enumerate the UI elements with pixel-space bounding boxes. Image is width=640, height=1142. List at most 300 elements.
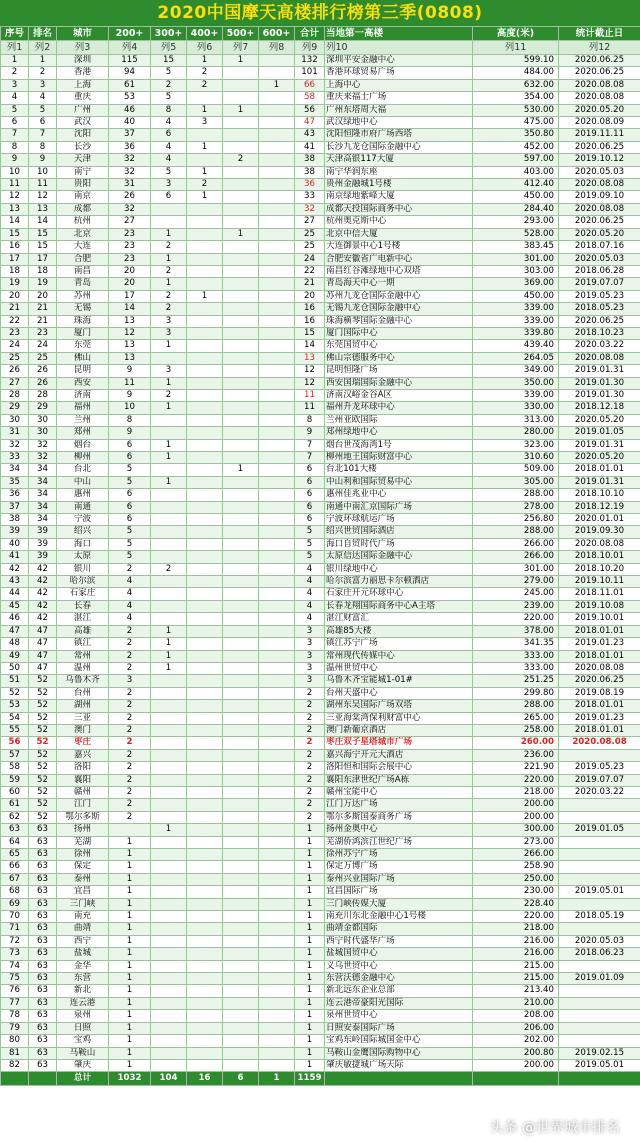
rank-cell: 52 — [29, 737, 57, 749]
count-200: 6 — [109, 452, 151, 464]
rank-cell: 20 — [29, 290, 57, 302]
height-cell: 450.00 — [473, 191, 559, 203]
table-row — [1, 1059, 640, 1071]
city-cell: 台北 — [57, 464, 109, 476]
table-row — [1, 700, 640, 712]
count-300 — [151, 489, 187, 501]
date-cell: 2018.07.16 — [559, 241, 640, 253]
count-600 — [259, 278, 295, 290]
total-cell: 1 — [295, 1047, 325, 1059]
count-200: 5 — [109, 476, 151, 488]
count-300 — [151, 861, 187, 873]
total-cell: 66 — [295, 79, 325, 91]
height-cell: 221.90 — [473, 762, 559, 774]
table-row — [1, 935, 640, 947]
count-600 — [259, 563, 295, 575]
count-600 — [259, 191, 295, 203]
count-200: 1 — [109, 849, 151, 861]
city-cell: 徐州 — [57, 849, 109, 861]
count-600 — [259, 526, 295, 538]
count-400 — [187, 265, 223, 277]
total-cell: 11 — [295, 389, 325, 401]
count-200: 3 — [109, 675, 151, 687]
height-cell: 264.05 — [473, 352, 559, 364]
total-sum: 1159 — [295, 1072, 325, 1086]
date-cell: 2019.01.31 — [559, 365, 640, 377]
row-number: 63 — [1, 824, 29, 836]
count-300 — [151, 675, 187, 687]
count-600 — [259, 377, 295, 389]
count-400: 1 — [187, 290, 223, 302]
count-600 — [259, 997, 295, 1009]
row-number: 48 — [1, 638, 29, 650]
count-400 — [187, 129, 223, 141]
header-cell: 城市 — [57, 27, 109, 41]
height-cell: 216.00 — [473, 948, 559, 960]
rank-cell: 30 — [29, 427, 57, 439]
total-cell: 6 — [295, 489, 325, 501]
count-600 — [259, 92, 295, 104]
count-300 — [151, 712, 187, 724]
count-400 — [187, 712, 223, 724]
table-row — [1, 650, 640, 662]
count-200: 4 — [109, 613, 151, 625]
count-300: 2 — [151, 303, 187, 315]
count-600 — [259, 700, 295, 712]
count-500 — [223, 526, 259, 538]
count-300 — [151, 737, 187, 749]
city-cell: 东营 — [57, 973, 109, 985]
count-600 — [259, 501, 295, 513]
header-cell: 排名 — [29, 27, 57, 41]
count-400 — [187, 873, 223, 885]
total-cell: 1 — [295, 923, 325, 935]
count-600 — [259, 911, 295, 923]
total-cell: 2 — [295, 799, 325, 811]
row-number: 4 — [1, 92, 29, 104]
table-row — [1, 377, 640, 389]
count-400 — [187, 588, 223, 600]
tallest-building-cell: 保定万博广场 — [325, 861, 473, 873]
count-400 — [187, 650, 223, 662]
city-cell: 盐城 — [57, 948, 109, 960]
city-cell: 新北 — [57, 985, 109, 997]
city-cell: 江门 — [57, 799, 109, 811]
tallest-building-cell: 青岛海天中心一期 — [325, 278, 473, 290]
date-cell: 2020.06.25 — [559, 216, 640, 228]
table-row — [1, 117, 640, 129]
date-cell — [559, 1010, 640, 1022]
tallest-building-cell: 武汉绿地中心 — [325, 117, 473, 129]
date-cell: 2019.01.05 — [559, 824, 640, 836]
count-300: 1 — [151, 638, 187, 650]
date-cell — [559, 960, 640, 972]
tallest-building-cell: 重庆来福士广场 — [325, 92, 473, 104]
count-600 — [259, 898, 295, 910]
tallest-building-cell: 苏州九龙仓国际金融中心 — [325, 290, 473, 302]
count-600 — [259, 576, 295, 588]
date-cell: 2020.06.25 — [559, 315, 640, 327]
count-300 — [151, 464, 187, 476]
count-300 — [151, 836, 187, 848]
date-cell: 2018.01.01 — [559, 625, 640, 637]
city-cell: 澳门 — [57, 724, 109, 736]
height-cell: 383.45 — [473, 241, 559, 253]
total-cell: 12 — [295, 365, 325, 377]
city-cell: 烟台 — [57, 439, 109, 451]
date-cell — [559, 749, 640, 761]
count-400: 3 — [187, 117, 223, 129]
total-cell: 1 — [295, 824, 325, 836]
row-number: 68 — [1, 886, 29, 898]
table-row — [1, 55, 640, 67]
table-row — [1, 923, 640, 935]
count-300: 1 — [151, 824, 187, 836]
rank-cell: 63 — [29, 1010, 57, 1022]
rank-cell: 3 — [29, 79, 57, 91]
count-600 — [259, 389, 295, 401]
count-600 — [259, 873, 295, 885]
table-body — [1, 55, 640, 1072]
row-number: 56 — [1, 737, 29, 749]
count-600 — [259, 166, 295, 178]
date-cell: 2019.01.09 — [559, 973, 640, 985]
rank-cell: 10 — [29, 166, 57, 178]
count-400 — [187, 526, 223, 538]
total-cell: 2 — [295, 811, 325, 823]
count-200: 31 — [109, 179, 151, 191]
tallest-building-cell: 南京绿地紫峰大厦 — [325, 191, 473, 203]
total-cell: 20 — [295, 290, 325, 302]
count-300 — [151, 687, 187, 699]
count-600 — [259, 1022, 295, 1034]
count-300 — [151, 613, 187, 625]
height-cell: 245.00 — [473, 588, 559, 600]
total-cell — [29, 1072, 57, 1086]
count-200: 37 — [109, 129, 151, 141]
count-200: 6 — [109, 489, 151, 501]
table-row — [1, 1035, 640, 1047]
count-400 — [187, 377, 223, 389]
count-200: 1 — [109, 1059, 151, 1071]
count-500 — [223, 712, 259, 724]
table-row — [1, 303, 640, 315]
table-row — [1, 687, 640, 699]
table-row — [1, 1047, 640, 1059]
height-cell: 228.40 — [473, 898, 559, 910]
count-600 — [259, 514, 295, 526]
rank-cell: 21 — [29, 303, 57, 315]
table-row — [1, 290, 640, 302]
count-500 — [223, 836, 259, 848]
total-cell: 38 — [295, 166, 325, 178]
row-number: 17 — [1, 253, 29, 265]
row-number: 67 — [1, 873, 29, 885]
count-500 — [223, 439, 259, 451]
total-cell: 2 — [295, 762, 325, 774]
count-500 — [223, 576, 259, 588]
count-400 — [187, 464, 223, 476]
height-cell: 215.00 — [473, 960, 559, 972]
city-cell: 南昌 — [57, 265, 109, 277]
count-300: 1 — [151, 650, 187, 662]
row-number: 29 — [1, 402, 29, 414]
height-cell: 279.00 — [473, 576, 559, 588]
rank-cell: 42 — [29, 576, 57, 588]
rank-cell: 63 — [29, 886, 57, 898]
date-cell — [559, 898, 640, 910]
row-number: 22 — [1, 315, 29, 327]
rank-cell: 28 — [29, 389, 57, 401]
city-cell: 合肥 — [57, 253, 109, 265]
tallest-building-cell: 日照安泰国际广场 — [325, 1022, 473, 1034]
table-row — [1, 551, 640, 563]
height-cell: 266.00 — [473, 538, 559, 550]
tallest-building-cell: 海口自贸时代广场 — [325, 538, 473, 550]
date-cell: 2020.08.08 — [559, 662, 640, 674]
height-cell: 299.80 — [473, 687, 559, 699]
tallest-building-cell: 郑州绿地中心 — [325, 427, 473, 439]
count-600 — [259, 886, 295, 898]
count-500 — [223, 824, 259, 836]
count-200: 4 — [109, 576, 151, 588]
city-cell: 嘉兴 — [57, 749, 109, 761]
total-cell: 2 — [295, 712, 325, 724]
height-cell: 213.40 — [473, 985, 559, 997]
date-cell: 2019.01.23 — [559, 638, 640, 650]
count-400 — [187, 228, 223, 240]
tallest-building-cell: 香港环球贸易广场 — [325, 67, 473, 79]
count-200: 5 — [109, 538, 151, 550]
row-number: 26 — [1, 365, 29, 377]
city-cell: 南充 — [57, 911, 109, 923]
tallest-building-cell: 银川绿地中心 — [325, 563, 473, 575]
count-500 — [223, 265, 259, 277]
row-number: 41 — [1, 551, 29, 563]
table-row — [1, 191, 640, 203]
count-200: 2 — [109, 638, 151, 650]
rank-cell: 19 — [29, 278, 57, 290]
count-200: 1 — [109, 861, 151, 873]
count-200: 2 — [109, 724, 151, 736]
date-cell: 2019.08.19 — [559, 687, 640, 699]
row-number: 19 — [1, 278, 29, 290]
count-400 — [187, 1059, 223, 1071]
total-cell: 1 — [295, 948, 325, 960]
tallest-building-cell: 兰州亚欧国际 — [325, 414, 473, 426]
count-400 — [187, 501, 223, 513]
tallest-building-cell: 枣庄双子星塔城市广场 — [325, 737, 473, 749]
count-200: 14 — [109, 303, 151, 315]
date-cell: 2018.12.19 — [559, 501, 640, 513]
date-cell — [559, 985, 640, 997]
tallest-building-cell: 泰州兴业国际广场 — [325, 873, 473, 885]
table-row — [1, 538, 640, 550]
count-400 — [187, 538, 223, 550]
date-cell: 2018.05.23 — [559, 303, 640, 315]
count-600 — [259, 402, 295, 414]
count-400: 2 — [187, 79, 223, 91]
row-number: 18 — [1, 265, 29, 277]
table-row — [1, 315, 640, 327]
table-row — [1, 662, 640, 674]
total-cell: 38 — [295, 154, 325, 166]
count-600 — [259, 303, 295, 315]
table-row — [1, 327, 640, 339]
count-500 — [223, 588, 259, 600]
date-cell: 2020.05.03 — [559, 253, 640, 265]
height-cell: 339.80 — [473, 327, 559, 339]
height-cell: 202.00 — [473, 1035, 559, 1047]
height-cell: 266.00 — [473, 849, 559, 861]
row-number: 13 — [1, 203, 29, 215]
city-cell: 南宁 — [57, 166, 109, 178]
count-600 — [259, 427, 295, 439]
count-500 — [223, 203, 259, 215]
count-200: 2 — [109, 700, 151, 712]
header-cell: 200+ — [109, 27, 151, 41]
count-300 — [151, 1035, 187, 1047]
tallest-building-cell: 石家庄开元环球中心 — [325, 588, 473, 600]
count-600 — [259, 476, 295, 488]
table-row — [1, 886, 640, 898]
city-cell: 兰州 — [57, 414, 109, 426]
count-400: 1 — [187, 55, 223, 67]
tallest-building-cell: 江门万达广场 — [325, 799, 473, 811]
count-200: 32 — [109, 154, 151, 166]
rank-cell: 63 — [29, 849, 57, 861]
count-500 — [223, 737, 259, 749]
count-500 — [223, 1059, 259, 1071]
table-row — [1, 625, 640, 637]
count-200: 13 — [109, 340, 151, 352]
city-cell: 长春 — [57, 600, 109, 612]
count-200: 1 — [109, 948, 151, 960]
date-cell: 2019.07.07 — [559, 278, 640, 290]
row-number: 9 — [1, 154, 29, 166]
row-number: 47 — [1, 625, 29, 637]
total-cell: 6 — [295, 476, 325, 488]
date-cell: 2018.10.01 — [559, 551, 640, 563]
rank-cell: 63 — [29, 948, 57, 960]
row-number: 45 — [1, 600, 29, 612]
date-cell — [559, 836, 640, 848]
tallest-building-cell: 南宁华润东座 — [325, 166, 473, 178]
count-400 — [187, 675, 223, 687]
row-number: 8 — [1, 141, 29, 153]
table-row — [1, 489, 640, 501]
date-cell: 2018.05.19 — [559, 911, 640, 923]
city-cell: 常州 — [57, 650, 109, 662]
count-500 — [223, 700, 259, 712]
header-cell: 600+ — [259, 27, 295, 41]
table-row — [1, 898, 640, 910]
height-cell: 200.00 — [473, 811, 559, 823]
tallest-building-cell: 哈尔滨富力丽思卡尔顿酒店 — [325, 576, 473, 588]
count-300: 2 — [151, 241, 187, 253]
rank-cell: 13 — [29, 203, 57, 215]
date-cell: 2019.01.31 — [559, 439, 640, 451]
rank-cell: 39 — [29, 538, 57, 550]
count-300 — [151, 414, 187, 426]
city-cell: 东莞 — [57, 340, 109, 352]
count-400 — [187, 427, 223, 439]
count-200: 17 — [109, 290, 151, 302]
total-cell: 2 — [295, 786, 325, 798]
height-cell: 323.00 — [473, 439, 559, 451]
total-cell: 1 — [295, 1059, 325, 1071]
date-cell: 2018.06.28 — [559, 265, 640, 277]
total-cell: 1 — [295, 1022, 325, 1034]
count-600 — [259, 662, 295, 674]
count-300: 4 — [151, 154, 187, 166]
count-400 — [187, 402, 223, 414]
table-row — [1, 265, 640, 277]
height-cell: 208.00 — [473, 1010, 559, 1022]
city-cell: 中山 — [57, 476, 109, 488]
city-cell: 郑州 — [57, 427, 109, 439]
table-row — [1, 464, 640, 476]
count-300 — [151, 501, 187, 513]
count-200: 26 — [109, 191, 151, 203]
total-cell: 2 — [295, 687, 325, 699]
height-cell: 354.00 — [473, 92, 559, 104]
tallest-building-cell: 无锡九龙仓国际金融中心 — [325, 303, 473, 315]
rank-cell: 63 — [29, 836, 57, 848]
city-cell: 湛江 — [57, 613, 109, 625]
table-row — [1, 452, 640, 464]
header-row — [1, 27, 640, 41]
rank-cell: 63 — [29, 985, 57, 997]
date-cell: 2020.08.08 — [559, 352, 640, 364]
row-number: 73 — [1, 948, 29, 960]
city-cell: 赣州 — [57, 786, 109, 798]
row-number: 11 — [1, 179, 29, 191]
count-500 — [223, 675, 259, 687]
rank-cell: 63 — [29, 824, 57, 836]
row-number: 23 — [1, 327, 29, 339]
count-200: 23 — [109, 241, 151, 253]
count-600 — [259, 154, 295, 166]
count-600 — [259, 824, 295, 836]
tallest-building-cell: 徐州苏宁广场 — [325, 849, 473, 861]
count-500 — [223, 402, 259, 414]
rank-cell: 63 — [29, 960, 57, 972]
row-number: 12 — [1, 191, 29, 203]
table-row — [1, 836, 640, 848]
height-cell: 530.00 — [473, 104, 559, 116]
rank-cell: 63 — [29, 997, 57, 1009]
count-400: 2 — [187, 67, 223, 79]
rank-cell: 11 — [29, 179, 57, 191]
total-cell: 13 — [295, 352, 325, 364]
date-cell: 2018.01.01 — [559, 724, 640, 736]
count-600 — [259, 551, 295, 563]
subheader-cell: 列3 — [57, 41, 109, 55]
count-500 — [223, 79, 259, 91]
date-cell — [559, 861, 640, 873]
height-cell: 293.00 — [473, 216, 559, 228]
count-500 — [223, 551, 259, 563]
height-cell: 278.00 — [473, 501, 559, 513]
count-600 — [259, 985, 295, 997]
count-300: 1 — [151, 340, 187, 352]
city-cell: 西宁 — [57, 935, 109, 947]
city-cell: 重庆 — [57, 92, 109, 104]
count-500 — [223, 973, 259, 985]
row-number: 24 — [1, 340, 29, 352]
count-400 — [187, 1035, 223, 1047]
